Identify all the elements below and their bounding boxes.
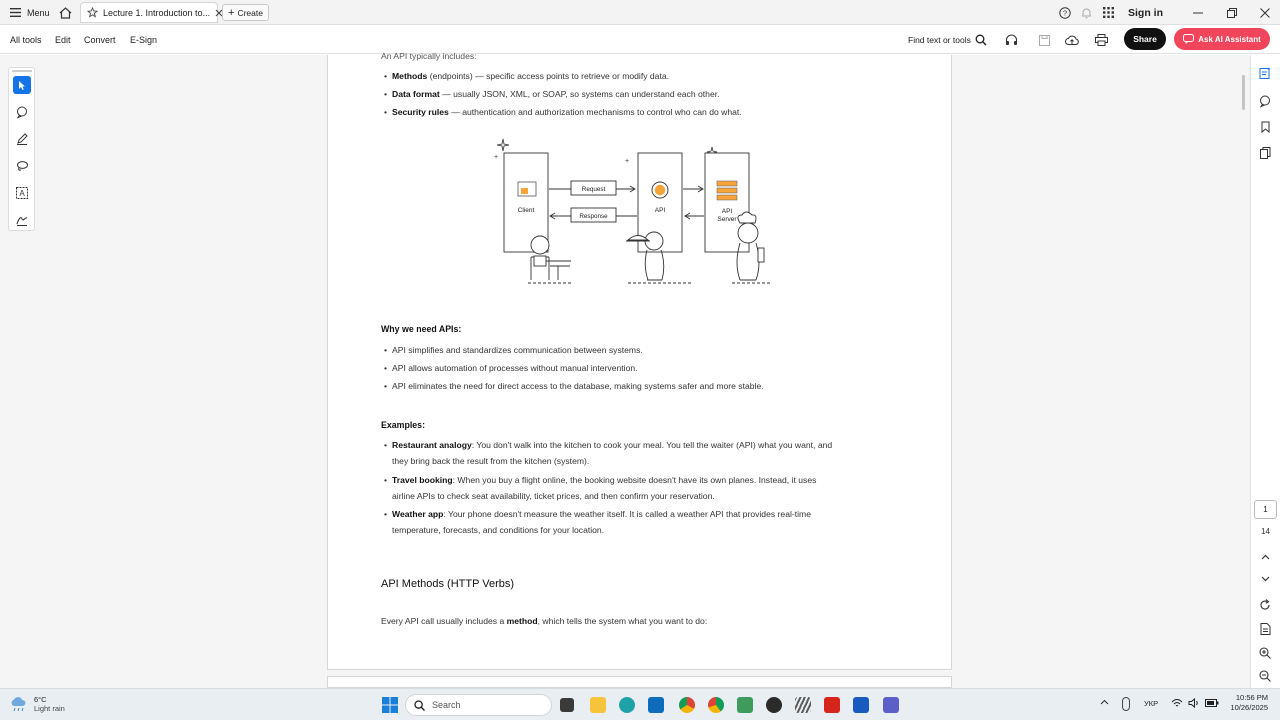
rain-cloud-icon — [10, 696, 28, 712]
example-restaurant — [392, 440, 832, 450]
bullet-dot: • — [384, 71, 388, 81]
sign-in-button[interactable] — [1128, 0, 1163, 25]
server-stack-icon — [717, 181, 737, 186]
methods-heading: API Methods (HTTP Verbs) — [381, 578, 515, 590]
why-item: API simplifies and standardizes communication between systems. — [392, 345, 643, 355]
ai-assistant-label: Ask AI Assistant — [1198, 34, 1261, 44]
close-icon — [1260, 8, 1270, 18]
menu-button[interactable] — [10, 0, 50, 25]
scrollbar-thumb[interactable] — [1242, 75, 1245, 110]
highlight-tool-button[interactable] — [13, 130, 31, 148]
bullet-dot: • — [384, 107, 388, 117]
windows-taskbar — [0, 688, 1280, 720]
response-label: Response — [579, 213, 608, 220]
chrome-icon[interactable] — [679, 697, 695, 713]
why-item: API allows automation of processes without manual intervention. — [392, 363, 638, 373]
menu-convert-label: Convert — [84, 34, 116, 45]
right-side-panel — [1250, 55, 1280, 688]
sparkle-icon: + — [625, 158, 630, 165]
ai-doc-icon — [1259, 67, 1271, 79]
lasso-icon — [16, 160, 28, 172]
waiter-figure — [626, 232, 693, 283]
example-line-1: : Your phone doesn't measure the weather itself. It is called a weather API that provides real-time — [443, 509, 811, 519]
main-toolbar — [0, 25, 1280, 54]
svg-text:A: A — [19, 189, 25, 198]
intro-partial-text: An API typically includes: — [381, 51, 477, 61]
next-page-edge — [327, 676, 952, 688]
zoom-out-icon — [1259, 670, 1271, 682]
find-text-button[interactable] — [908, 25, 971, 54]
share-button[interactable] — [1124, 28, 1166, 50]
github-desktop-icon[interactable] — [766, 697, 782, 713]
select-tool-button[interactable] — [13, 76, 31, 94]
zoom-in-icon — [1259, 647, 1271, 659]
home-icon — [59, 7, 72, 19]
comments-panel-button[interactable] — [1257, 93, 1273, 109]
notes-app-icon[interactable] — [737, 697, 753, 713]
ai-chat-icon — [1183, 34, 1194, 44]
comment-icon — [1259, 95, 1271, 107]
zoom-in-button[interactable] — [1257, 645, 1273, 661]
panel-grip[interactable] — [12, 70, 32, 72]
previous-page-button[interactable] — [1257, 549, 1273, 565]
menu-esign-label: E-Sign — [130, 34, 158, 45]
chevron-up-icon — [1100, 699, 1109, 705]
minimize-button[interactable] — [1193, 0, 1203, 25]
bullet-dot: • — [384, 381, 388, 391]
pen-icon — [16, 133, 28, 145]
server-stack-icon — [717, 188, 737, 193]
example-travel — [392, 475, 816, 485]
server-label-2: Server — [717, 216, 737, 223]
draw-tool-button[interactable] — [13, 157, 31, 175]
menu-all-tools[interactable] — [10, 25, 42, 54]
page-tools-button[interactable] — [1257, 621, 1273, 637]
text-tool-button[interactable] — [13, 184, 31, 202]
bullet-dot: • — [384, 345, 388, 355]
apps-grid-icon — [1103, 7, 1114, 18]
save-button[interactable] — [1035, 31, 1053, 49]
search-icon — [414, 700, 425, 711]
term: Travel booking — [392, 475, 453, 485]
hamburger-icon — [10, 8, 21, 17]
windows-logo-icon — [382, 697, 398, 713]
text-box-icon — [16, 187, 28, 199]
create-button[interactable] — [222, 4, 269, 21]
weather-temp: 6°C — [34, 695, 47, 704]
sparkle-icon — [497, 139, 509, 151]
rotate-icon — [1259, 599, 1271, 611]
acrobat-icon[interactable] — [824, 697, 840, 713]
term: Restaurant analogy — [392, 440, 472, 450]
teams-icon[interactable] — [883, 697, 899, 713]
methods-intro — [381, 616, 707, 626]
example-weather — [392, 509, 811, 519]
battery-icon — [1205, 698, 1219, 708]
api-gear-icon — [655, 185, 665, 195]
next-page-button[interactable] — [1257, 571, 1273, 587]
read-aloud-button[interactable] — [1002, 31, 1020, 49]
bell-icon — [1081, 7, 1092, 19]
ai-assistant-button[interactable] — [1174, 28, 1270, 50]
bookmarks-button[interactable] — [1257, 119, 1273, 135]
client-label: Client — [517, 207, 535, 214]
cloud-upload-icon — [1065, 35, 1079, 46]
cursor-icon — [17, 80, 27, 91]
word-icon[interactable] — [853, 697, 869, 713]
close-window-button[interactable] — [1260, 0, 1270, 25]
document-icon — [1260, 623, 1271, 635]
help-icon — [1059, 7, 1071, 19]
rotate-button[interactable] — [1257, 597, 1273, 613]
edge-icon[interactable] — [619, 697, 635, 713]
menu-esign[interactable] — [130, 25, 157, 54]
save-icon — [1039, 35, 1050, 46]
menu-label: Menu — [27, 7, 50, 18]
api-diagram — [488, 135, 788, 290]
term: Data format — [392, 89, 440, 99]
minimize-icon — [1193, 8, 1203, 18]
restore-icon — [1227, 8, 1237, 18]
api-label: API — [654, 207, 666, 214]
sign-tool-button[interactable] — [13, 211, 31, 229]
menu-edit[interactable] — [55, 25, 71, 54]
methods-intro-after: , which tells the system what you want to do: — [537, 616, 708, 626]
plus-icon: + — [228, 6, 235, 19]
store-icon[interactable] — [648, 697, 664, 713]
why-heading: Why we need APIs: — [381, 324, 462, 334]
request-label: Request — [581, 186, 606, 193]
find-text-label: Find text or tools — [908, 34, 971, 45]
svg-text:?: ? — [1062, 8, 1068, 18]
printer-icon — [1095, 34, 1108, 46]
sparkle-icon: + — [494, 154, 499, 161]
star-icon[interactable] — [87, 7, 98, 18]
notifications-button[interactable] — [1081, 0, 1092, 25]
tray-overflow-button[interactable] — [1100, 699, 1109, 705]
file-explorer-icon[interactable] — [590, 697, 606, 713]
term: Security rules — [392, 107, 449, 117]
headphones-icon — [1005, 34, 1018, 46]
battery-button[interactable] — [1205, 698, 1219, 708]
comment-icon — [16, 106, 28, 118]
print-button[interactable] — [1092, 31, 1110, 49]
sign-in-label: Sign in — [1128, 6, 1163, 19]
home-button[interactable] — [59, 0, 72, 25]
weather-desc: Light rain — [34, 704, 65, 713]
item-text: (endpoints) — specific access points to retrieve or modify data. — [427, 71, 670, 81]
microphone-icon[interactable] — [1122, 697, 1130, 711]
help-button[interactable] — [1059, 0, 1071, 25]
example-line-2: airline APIs to check seat availability, ticket prices, and then confirm your reservation. — [392, 491, 715, 501]
methods-intro-before: Every API call usually includes a — [381, 616, 507, 626]
bullet-dot: • — [384, 363, 388, 373]
search-tool-button[interactable] — [972, 31, 990, 49]
methods-intro-term: method — [506, 616, 538, 626]
term: Weather app — [392, 509, 444, 519]
create-label: Create — [237, 7, 263, 18]
clock-time: 10:56 PM — [1235, 693, 1268, 702]
term: Methods — [392, 71, 428, 81]
clock-date: 10/26/2025 — [1230, 703, 1268, 712]
chrome-profile-icon[interactable] — [708, 697, 724, 713]
bullet-dot: • — [384, 509, 388, 519]
bookmark-icon — [1260, 121, 1271, 133]
item-text: — usually JSON, XML, or SOAP, so systems can understand each other. — [439, 89, 720, 99]
list-item-security — [392, 107, 742, 117]
document-tab[interactable] — [80, 2, 218, 23]
bullet-dot: • — [384, 89, 388, 99]
current-page-input[interactable] — [1254, 500, 1277, 519]
task-view-icon[interactable] — [560, 698, 574, 712]
example-line-2: temperature, forecasts, and conditions for your location. — [392, 525, 605, 535]
current-page-value: 1 — [1263, 505, 1268, 514]
item-text: — authentication and authorization mechanisms to control who can do what. — [448, 107, 742, 117]
pages-button[interactable] — [1257, 145, 1273, 161]
tab-title: Lecture 1. Introduction to... — [103, 7, 211, 18]
app-icon[interactable] — [795, 697, 811, 713]
server-stack-icon — [717, 195, 737, 200]
menu-edit-label: Edit — [55, 34, 71, 45]
apps-button[interactable] — [1103, 0, 1114, 25]
start-button[interactable] — [382, 697, 398, 713]
maximize-button[interactable] — [1227, 0, 1237, 25]
server-label-1: API — [721, 208, 733, 215]
quick-tools-panel — [8, 67, 35, 231]
wifi-icon — [1171, 698, 1183, 708]
bullet-dot: • — [384, 475, 388, 485]
weather-widget[interactable] — [10, 695, 65, 713]
search-icon — [975, 34, 987, 46]
customer-figure — [528, 236, 573, 283]
chevron-down-icon — [1261, 576, 1270, 582]
network-button[interactable] — [1171, 698, 1183, 708]
examples-heading: Examples: — [381, 420, 426, 430]
taskbar-search[interactable] — [405, 694, 552, 716]
why-item: API eliminates the need for direct access to the database, making systems safer and more stable. — [392, 381, 764, 391]
upload-button[interactable] — [1063, 31, 1081, 49]
share-label: Share — [1133, 34, 1157, 44]
chevron-up-icon — [1261, 554, 1270, 560]
example-line-1: : When you buy a flight online, the booking website doesn't have its own planes. Instead, it uses — [452, 475, 817, 485]
menu-convert[interactable] — [84, 25, 116, 54]
total-pages: 14 — [1261, 527, 1270, 536]
example-line-2: they bring back the result from the kitchen (system). — [392, 456, 590, 466]
menu-all-tools-label: All tools — [10, 34, 42, 45]
client-window-icon — [521, 188, 528, 194]
bullet-dot: • — [384, 440, 388, 450]
zoom-out-button[interactable] — [1257, 668, 1273, 684]
example-line-1: : You don't walk into the kitchen to cook your meal. You tell the waiter (API) what you want, and — [471, 440, 833, 450]
volume-button[interactable] — [1188, 698, 1200, 708]
comment-tool-button[interactable] — [13, 103, 31, 121]
signature-icon — [16, 214, 28, 226]
list-item-data-format — [392, 89, 720, 99]
title-bar — [0, 0, 1280, 25]
pdf-page — [327, 51, 952, 670]
ai-summary-button[interactable] — [1257, 65, 1273, 81]
clock[interactable] — [1222, 693, 1268, 713]
pages-icon — [1260, 147, 1271, 159]
language-indicator[interactable]: УКР — [1144, 699, 1159, 708]
speaker-icon — [1188, 698, 1200, 708]
taskbar-search-placeholder: Search — [432, 700, 461, 710]
list-item-methods — [392, 71, 669, 81]
